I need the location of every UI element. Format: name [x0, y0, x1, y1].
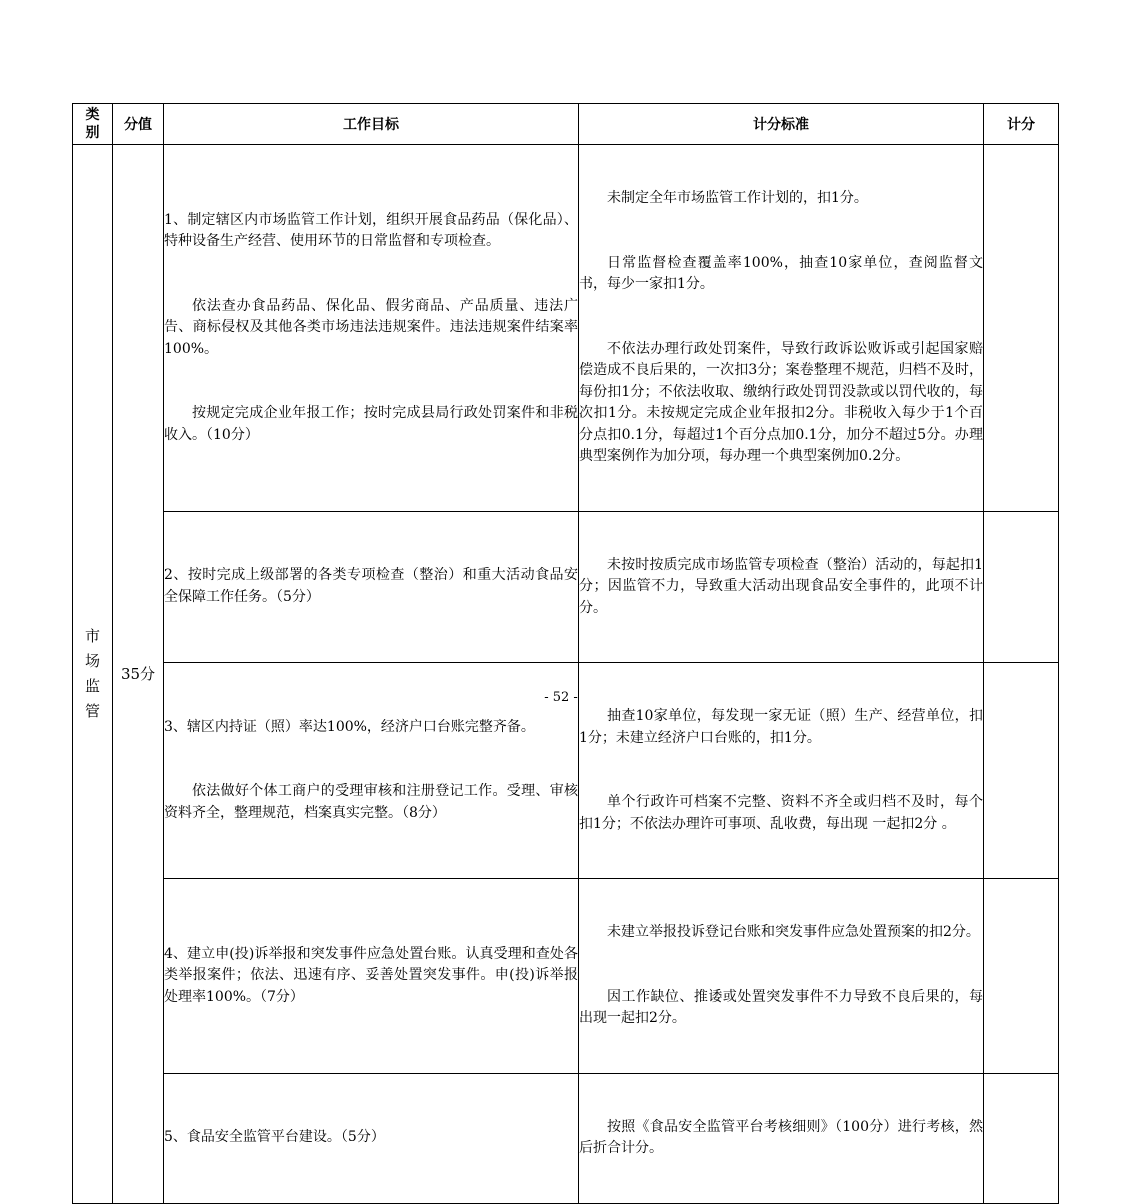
goal-paragraph: 依法查办食品药品、保化品、假劣商品、产品质量、违法广告、商标侵权及其他各类市场违法违规案件。违法违规案件结案率100%。 [164, 297, 578, 357]
header-score: 分值 [113, 104, 164, 145]
category-cell: 市 场 监 管 [73, 145, 113, 1204]
criteria-cell [579, 511, 984, 663]
criteria-cell [579, 145, 984, 512]
table-row [73, 145, 1059, 512]
header-goal: 工作目标 [164, 104, 579, 145]
criteria-paragraph: 未按时按质完成市场监管专项检查（整治）活动的，每起扣1分；因监管不力，导致重大活动出现食品安全事件的，此项不计分。 [579, 556, 983, 616]
table-row [73, 511, 1059, 663]
criteria-paragraph: 抽查10家单位，每发现一家无证（照）生产、经营单位，扣1分；未建立经济户口台账的，扣1分。 [579, 708, 983, 746]
goal-cell [164, 1073, 579, 1203]
scoring-table [72, 103, 1059, 1204]
criteria-paragraph: 未建立举报投诉登记台账和突发事件应急处置预案的扣2分。 [607, 924, 980, 940]
table-row [73, 1073, 1059, 1203]
goal-paragraph: 4、建立申(投)诉举报和突发事件应急处置台账。认真受理和查处各类举报案件；依法、迅速有序、妥善处置突发事件。申(投)诉举报处理率100%。（7分） [164, 945, 578, 1005]
header-points: 计分 [984, 104, 1059, 145]
criteria-paragraph: 不依法办理行政处罚案件，导致行政诉讼败诉或引起国家赔偿造成不良后果的，一次扣3分；案卷整理不规范，归档不及时，每份扣1分；不依法收取、缴纳行政处罚罚没款或以罚代收的，每次扣1分。未按规定完成企业年报扣2分。非税收入每少于1个百分点扣0.1分，每超过1个百分点加0.1分，加分不超过5分。办理典型案例作为加分项，每办理一个典型案例加0.2分。 [579, 340, 983, 464]
goal-paragraph: 1、制定辖区内市场监管工作计划，组织开展食品药品（保化品）、特种设备生产经营、使用环节的日常监督和专项检查。 [164, 211, 578, 249]
goal-paragraph: 依法做好个体工商户的受理审核和注册登记工作。受理、审核资料齐全，整理规范，档案真实完整。（8分） [164, 783, 578, 821]
points-cell [984, 145, 1059, 512]
goal-paragraph: 2、按时完成上级部署的各类专项检查（整治）和重大活动食品安全保障工作任务。（5分） [164, 567, 578, 605]
points-cell [984, 879, 1059, 1074]
goal-paragraph: 按规定完成企业年报工作；按时完成县局行政处罚案件和非税收入。（10分） [164, 405, 578, 443]
points-cell [984, 511, 1059, 663]
goal-cell [164, 511, 579, 663]
criteria-paragraph: 未制定全年市场监管工作计划的，扣1分。 [607, 190, 868, 206]
criteria-paragraph: 按照《食品安全监管平台考核细则》（100分）进行考核，然后折合计分。 [579, 1118, 983, 1156]
criteria-paragraph: 单个行政许可档案不完整、资料不齐全或归档不及时，每个扣1分；不依法办理许可事项、乱收费，每出现 一起扣2分 。 [579, 794, 983, 832]
goal-paragraph: 5、食品安全监管平台建设。（5分） [164, 1129, 385, 1146]
points-cell [984, 1073, 1059, 1203]
table-row [73, 879, 1059, 1074]
page-number: - 52 - [544, 690, 578, 705]
header-criteria: 计分标准 [579, 104, 984, 145]
goal-cell [164, 879, 579, 1074]
criteria-paragraph: 日常监督检查覆盖率100%，抽查10家单位，查阅监督文书，每少一家扣1分。 [579, 254, 983, 292]
table-header-row [73, 104, 1059, 145]
header-category: 类 别 [73, 104, 113, 145]
criteria-paragraph: 因工作缺位、推诿或处置突发事件不力导致不良后果的，每出现一起扣2分。 [579, 988, 983, 1026]
criteria-cell [579, 879, 984, 1074]
criteria-cell [579, 1073, 984, 1203]
goal-cell [164, 145, 579, 512]
goal-paragraph: 3、辖区内持证（照）率达100%，经济户口台账完整齐备。 [164, 718, 535, 735]
score-cell: 35分 [113, 145, 164, 1204]
